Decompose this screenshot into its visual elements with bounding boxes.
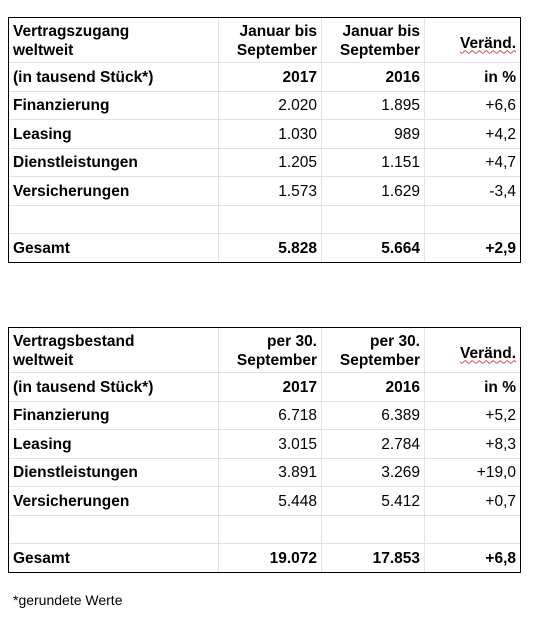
table-row xyxy=(9,430,520,459)
blank-cell xyxy=(9,516,219,544)
total-label: Gesamt xyxy=(9,234,219,262)
row-value-2017: 6.718 xyxy=(219,402,322,430)
subheader-unit: (in tausend Stück*) xyxy=(9,63,219,91)
row-change: +5,2 xyxy=(485,407,516,424)
header-change xyxy=(425,328,520,372)
row-change: +19,0 xyxy=(476,464,516,481)
row-label: Versicherungen xyxy=(9,487,219,515)
total-change: +6,8 xyxy=(485,550,516,567)
header-change-text: Veränd. xyxy=(460,344,516,362)
row-value-2016: 1.629 xyxy=(322,177,425,205)
table-total-row xyxy=(9,544,520,572)
row-change: -3,4 xyxy=(489,182,516,200)
header-period-2016: Januar bis September xyxy=(322,18,425,62)
row-value-2016: 1.151 xyxy=(322,149,425,177)
table-blank-row xyxy=(9,206,520,235)
total-label: Gesamt xyxy=(9,544,219,572)
header-period-2017: per 30. September xyxy=(219,328,322,372)
row-label: Versicherungen xyxy=(9,177,219,205)
contract-portfolio-table xyxy=(8,327,521,573)
subheader-percent: in % xyxy=(484,378,516,396)
table-row xyxy=(9,487,520,516)
table-row xyxy=(9,120,520,149)
row-value-2016: 6.389 xyxy=(322,402,425,430)
subheader-year-2017: 2017 xyxy=(219,63,322,91)
row-change: +4,2 xyxy=(485,125,516,143)
footnote: *gerundete Werte xyxy=(13,592,123,608)
blank-cell xyxy=(322,206,425,234)
row-change: +8,3 xyxy=(485,435,516,453)
row-label: Dienstleistungen xyxy=(9,149,219,177)
row-label: Finanzierung xyxy=(9,92,219,120)
subheader-percent: in % xyxy=(484,68,516,86)
subheader-year-2017: 2017 xyxy=(219,373,322,401)
subheader-year-2016: 2016 xyxy=(322,373,425,401)
row-value-2017: 3.891 xyxy=(219,459,322,487)
blank-cell xyxy=(425,206,520,234)
table-blank-row xyxy=(9,516,520,545)
row-label: Dienstleistungen xyxy=(9,459,219,487)
blank-cell xyxy=(219,516,322,544)
total-change: +2,9 xyxy=(485,240,516,257)
table-subheader-row xyxy=(9,373,520,402)
table-row xyxy=(9,402,520,431)
row-value-2017: 1.573 xyxy=(219,177,322,205)
table-header-row xyxy=(9,18,520,63)
header-change-text: Veränd. xyxy=(460,34,516,52)
row-value-2017: 1.030 xyxy=(219,120,322,148)
row-change: +6,6 xyxy=(485,97,516,114)
row-value-2016: 3.269 xyxy=(322,459,425,487)
total-value-2016: 5.664 xyxy=(322,234,425,262)
table-subheader-row xyxy=(9,63,520,92)
row-value-2017: 2.020 xyxy=(219,92,322,120)
table-row xyxy=(9,92,520,121)
blank-cell xyxy=(425,516,520,544)
total-value-2016: 17.853 xyxy=(322,544,425,572)
header-change xyxy=(425,18,520,62)
blank-cell xyxy=(219,206,322,234)
blank-cell xyxy=(9,206,219,234)
table-header-row xyxy=(9,328,520,373)
row-value-2016: 5.412 xyxy=(322,487,425,515)
row-value-2017: 3.015 xyxy=(219,430,322,458)
row-label: Leasing xyxy=(9,120,219,148)
contract-additions-table xyxy=(8,17,521,263)
row-value-2016: 2.784 xyxy=(322,430,425,458)
row-value-2017: 1.205 xyxy=(219,149,322,177)
row-value-2017: 5.448 xyxy=(219,487,322,515)
row-change: +4,7 xyxy=(485,154,516,171)
subheader-year-2016: 2016 xyxy=(322,63,425,91)
blank-cell xyxy=(322,516,425,544)
subheader-unit: (in tausend Stück*) xyxy=(9,373,219,401)
table-total-row xyxy=(9,234,520,262)
header-label: Vertragsbestand weltweit xyxy=(9,328,219,372)
row-label: Leasing xyxy=(9,430,219,458)
header-period-2016: per 30. September xyxy=(322,328,425,372)
row-change: +0,7 xyxy=(485,492,516,510)
header-label: Vertragszugang weltweit xyxy=(9,18,219,62)
table-row xyxy=(9,149,520,178)
total-value-2017: 19.072 xyxy=(219,544,322,572)
row-label: Finanzierung xyxy=(9,402,219,430)
table-row xyxy=(9,177,520,206)
header-period-2017: Januar bis September xyxy=(219,18,322,62)
row-value-2016: 989 xyxy=(322,120,425,148)
total-value-2017: 5.828 xyxy=(219,234,322,262)
row-value-2016: 1.895 xyxy=(322,92,425,120)
table-row xyxy=(9,459,520,488)
